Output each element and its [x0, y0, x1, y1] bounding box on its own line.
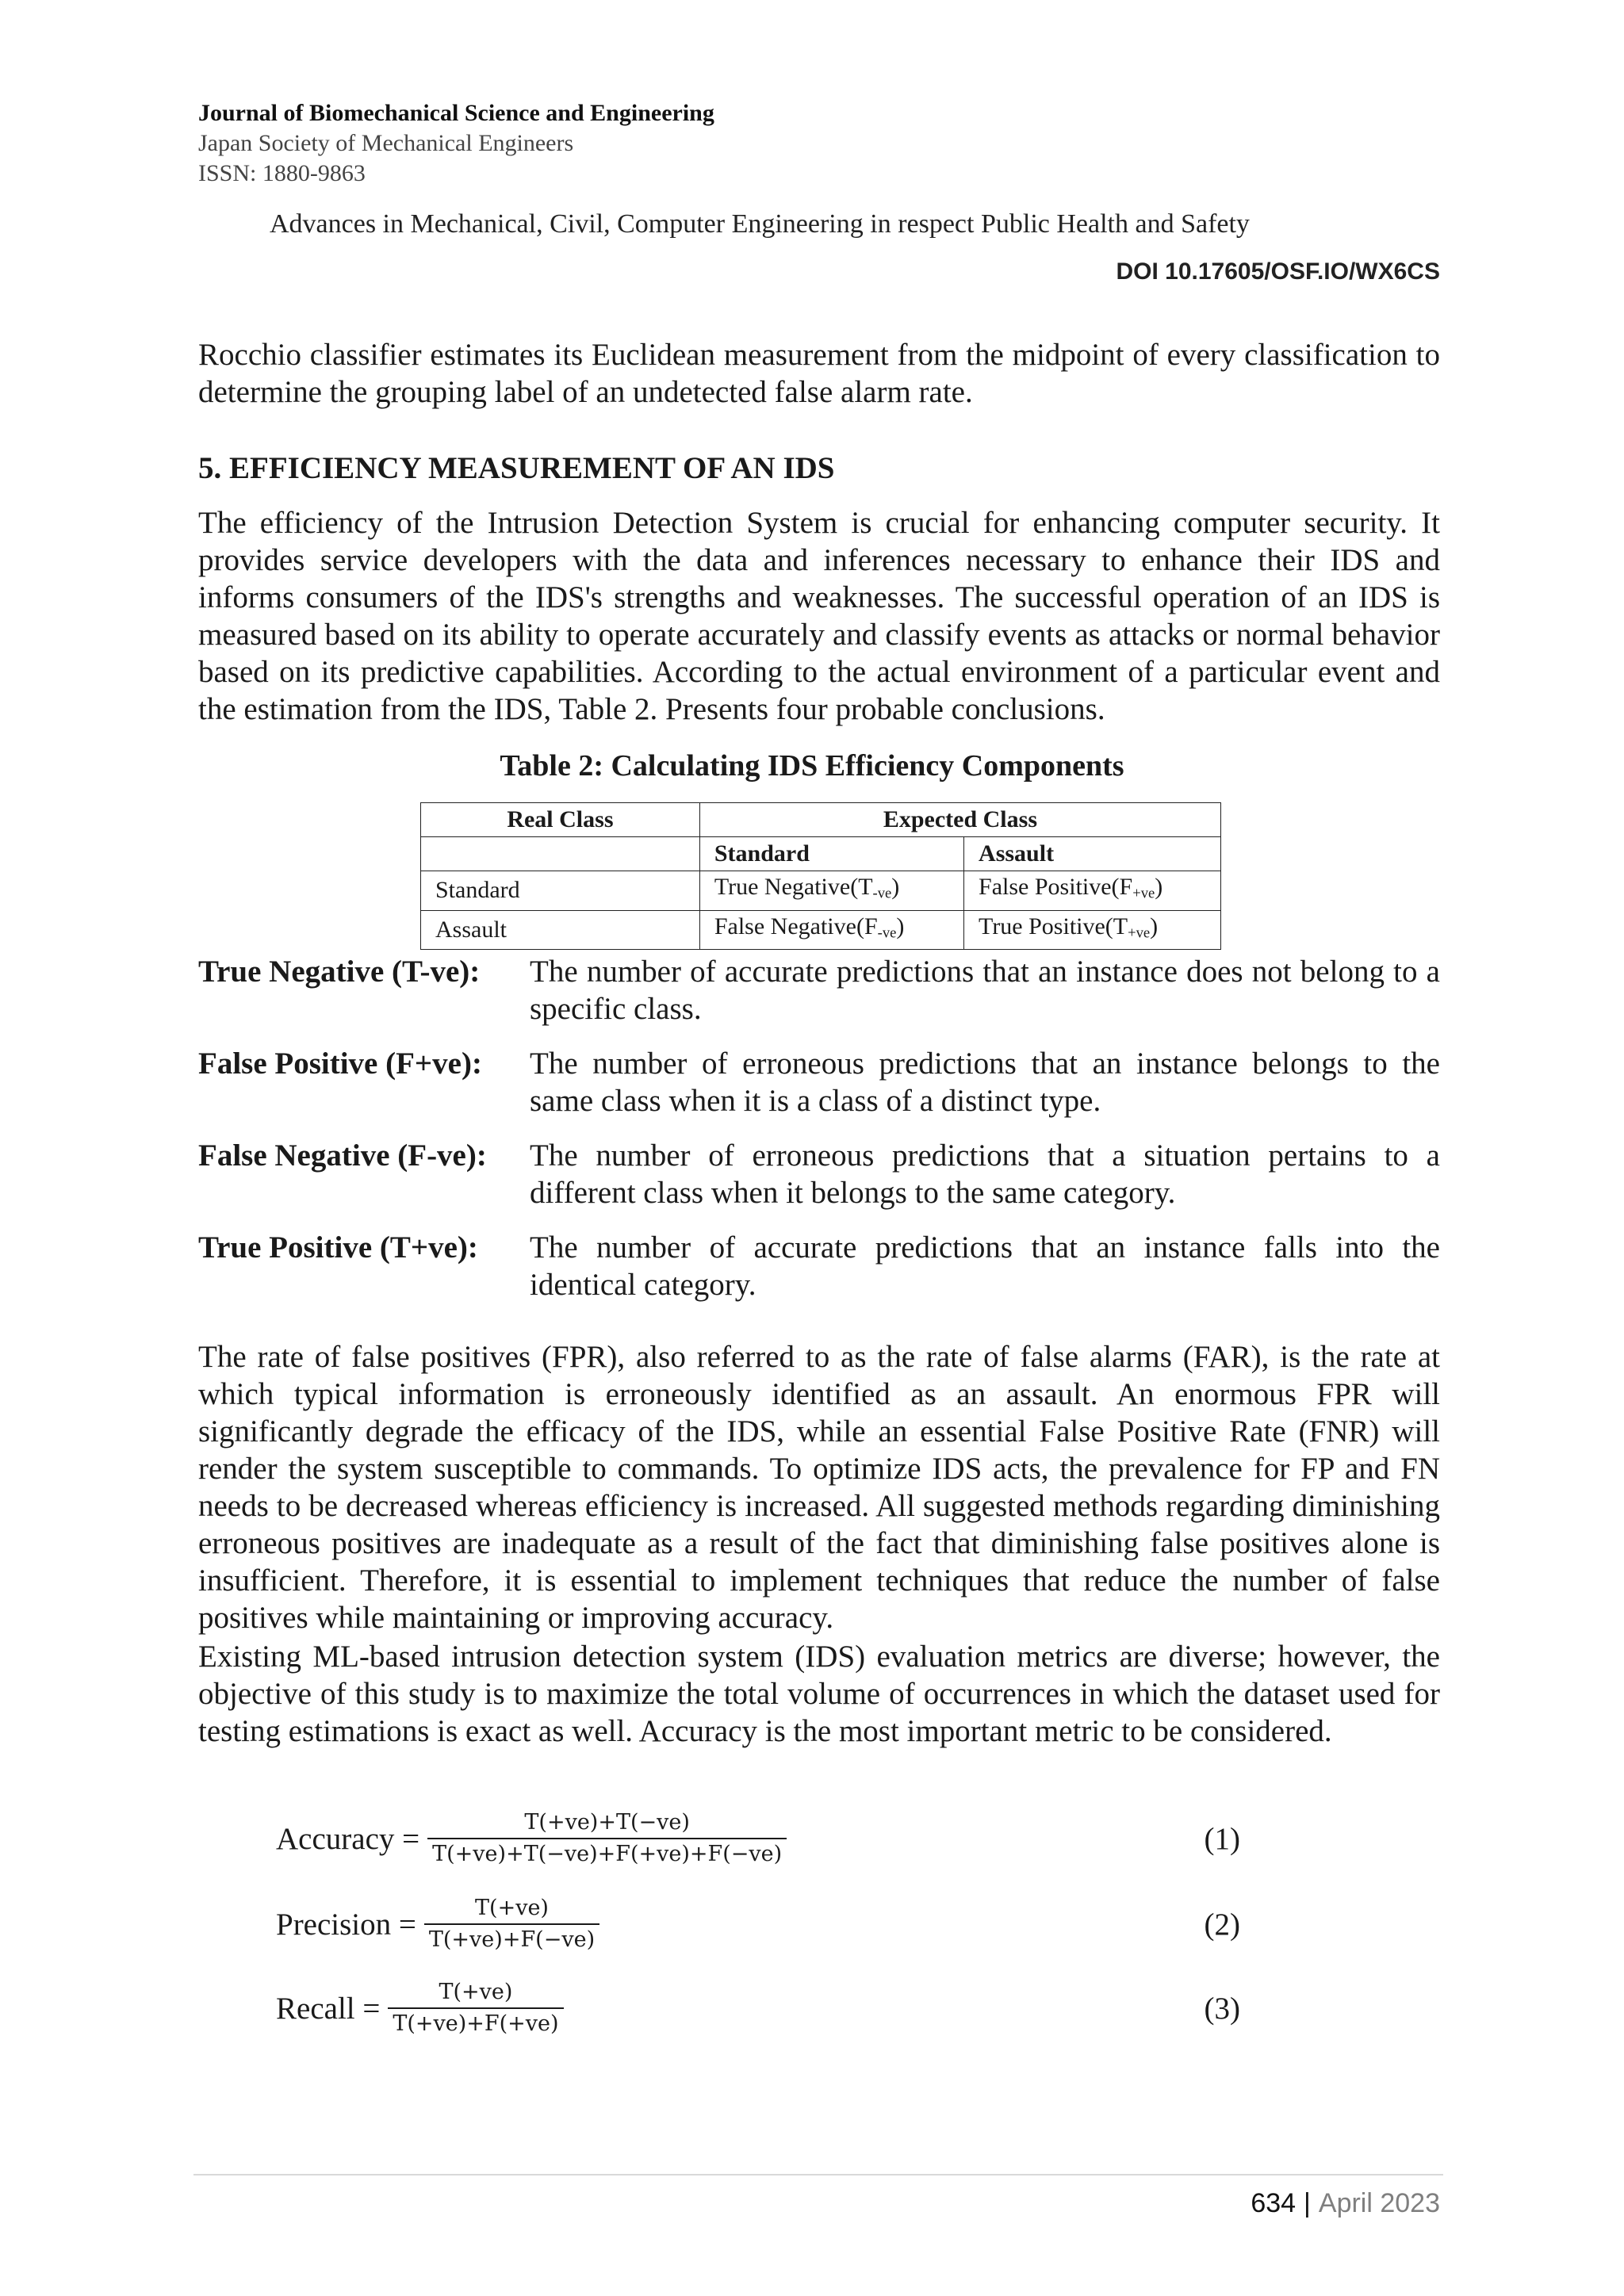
table-row: [421, 910, 1221, 950]
equation-lhs: Precision =: [276, 1907, 416, 1942]
subheader-assault: Assault: [964, 837, 1221, 871]
footer-separator: |: [1304, 2188, 1311, 2218]
equation-number: (2): [1204, 1907, 1240, 1942]
series-title: Advances in Mechanical, Civil, Computer Engineering in respect Public Health and Safety: [270, 209, 1250, 239]
fraction-numerator: T(+ve): [439, 1980, 513, 2004]
row-label: Standard: [421, 871, 700, 911]
fraction-denominator: T(+ve)+T(−ve)+F(+ve)+F(−ve): [427, 1838, 787, 1868]
definition-term: False Positive (F+ve):: [198, 1047, 482, 1081]
table-cell: True $Positive(T_{+ve})$: [964, 910, 1221, 950]
definition-item: [198, 1137, 1440, 1211]
efficiency-components-table: [420, 802, 1221, 950]
page-footer: [1251, 2188, 1440, 2219]
equation-accuracy: [276, 1809, 1240, 1868]
equation-recall: [276, 1979, 1240, 2038]
header-expected-class: Expected Class: [699, 803, 1220, 837]
fraction-denominator: T(+ve)+F(+ve): [388, 2007, 563, 2038]
paragraph-rocchio: Rocchio classifier estimates its Euclidean measurement from the midpoint of every classification to determine the grouping label of an undetected false alarm rate.: [198, 338, 1440, 409]
journal-title: Journal of Biomechanical Science and Engineering: [198, 100, 714, 126]
definition-term: True Negative (T-ve):: [198, 955, 481, 989]
doi-line[interactable]: DOI 10.17605/OSF.IO/WX6CS: [1116, 258, 1440, 285]
fraction-numerator: T(+ve)+T(−ve): [524, 1810, 690, 1835]
table-cell: False $Positive(F_{+ve})$: [964, 871, 1221, 911]
issn-line: ISSN: 1880-9863: [198, 160, 366, 186]
paragraph-false-positive-rate: The rate of false positives (FPR), also referred to as the rate of false alarms (FAR), is the rate at which typical information is erroneously identified as an assault. An enormous FPR will significantly degrade the efficacy of the IDS, while an essential False Positive Rate (FNR) will render the system susceptible to commands. To optimize IDS acts, the prevalence for FP and FN needs to be decreased whereas efficiency is increased. All suggested methods regarding diminishing erroneous positives are inadequate as a result of the fact that diminishing false positives alone is insufficient. Therefore, it is essential to implement techniques that reduce the number of false positives while maintaining or improving accuracy.: [198, 1340, 1440, 1635]
fraction-numerator: T(+ve): [475, 1896, 549, 1920]
definition-description: The number of erroneous predictions that a situation pertains to a different class when it belongs to the same category.: [530, 1138, 1440, 1210]
issue-date: April 2023: [1318, 2188, 1440, 2218]
empty-cell: [421, 837, 700, 871]
definition-description: The number of erroneous predictions that an instance belongs to the same class when it is a class of a distinct type.: [530, 1047, 1440, 1118]
definition-term: True Positive (T+ve):: [198, 1230, 478, 1265]
table-row: [421, 871, 1221, 911]
subheader-standard: Standard: [699, 837, 963, 871]
definition-description: The number of accurate predictions that an instance falls into the identical category.: [530, 1230, 1440, 1302]
fraction: [388, 1979, 563, 2038]
equation-lhs: Recall =: [276, 1991, 381, 2026]
definition-term: False Negative (F-ve):: [198, 1138, 487, 1173]
equation-precision: [276, 1895, 1240, 1954]
definition-list: [198, 953, 1440, 1321]
fraction-denominator: T(+ve)+F(−ve): [424, 1923, 599, 1954]
header-real-class: Real Class: [421, 803, 700, 837]
definition-description: The number of accurate predictions that an instance does not belong to a specific class.: [530, 955, 1440, 1026]
definition-item: [198, 1229, 1440, 1303]
fraction: [427, 1809, 787, 1868]
row-label: Assault: [421, 910, 700, 950]
table-caption: Table 2: Calculating IDS Efficiency Components: [500, 749, 1124, 783]
table-header-row: [421, 803, 1221, 837]
paragraph-evaluation-metrics: Existing ML-based intrusion detection system (IDS) evaluation metrics are diverse; however, the objective of this study is to maximize the total volume of occurrences in which the dataset used for testing estimations is exact as well. Accuracy is the most important metric to be considered.: [198, 1640, 1440, 1748]
equation-number: (1): [1204, 1821, 1240, 1856]
equation-number: (3): [1204, 1991, 1240, 2026]
society-name: Japan Society of Mechanical Engineers: [198, 130, 574, 156]
table-cell: True $Negative(T_{-ve})$: [699, 871, 963, 911]
definition-item: [198, 1045, 1440, 1119]
table-subheader-row: [421, 837, 1221, 871]
section-heading: 5. EFFICIENCY MEASUREMENT OF AN IDS: [198, 451, 835, 485]
fraction: [424, 1895, 599, 1954]
page-number: 634: [1251, 2188, 1297, 2218]
footer-divider: [193, 2174, 1443, 2175]
paragraph-efficiency: The efficiency of the Intrusion Detection System is crucial for enhancing computer security. It provides service developers with the data and inferences necessary to enhance their IDS and informs consumers of the IDS's strengths and weaknesses. The successful operation of an IDS is measured based on its ability to operate accurately and classify events as attacks or normal behavior based on its predictive capabilities. According to the actual environment of a particular event and the estimation from the IDS, Table 2. Presents four probable conclusions.: [198, 506, 1440, 726]
definition-item: [198, 953, 1440, 1027]
equation-lhs: Accuracy =: [276, 1821, 420, 1856]
table-cell: False $Negative(F_{-ve})$: [699, 910, 963, 950]
